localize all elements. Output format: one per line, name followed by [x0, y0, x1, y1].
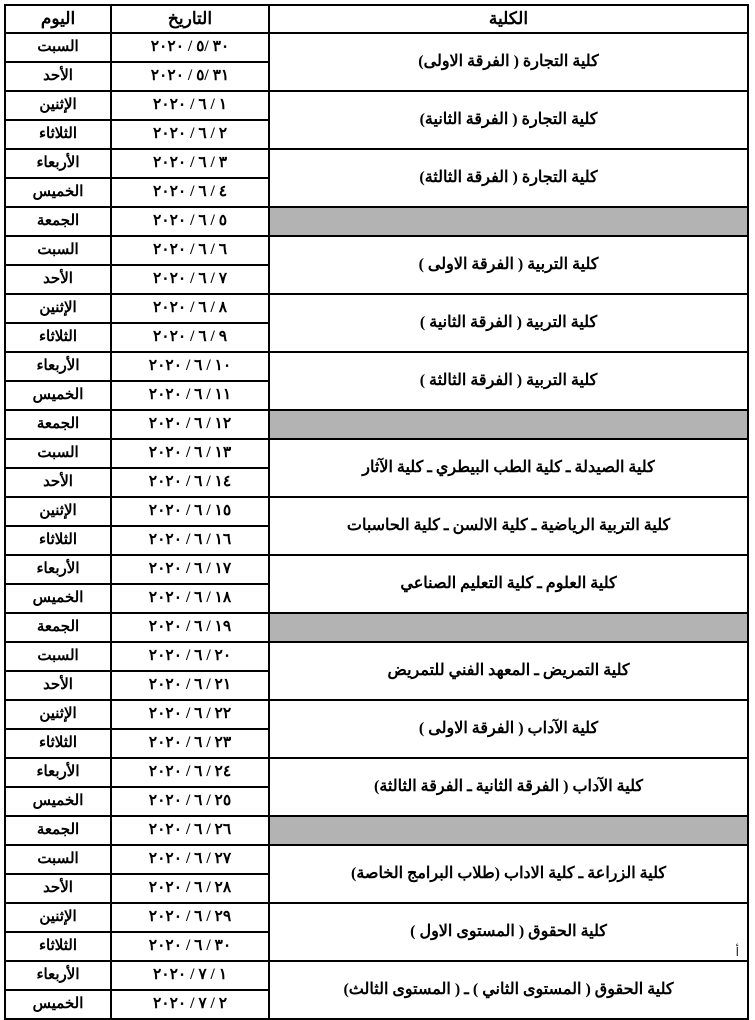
day-cell: الأحد: [5, 62, 111, 91]
date-cell: ٧ / ٦ / ٢٠٢٠: [111, 265, 269, 294]
day-cell: الأربعاء: [5, 352, 111, 381]
faculty-cell: كلية التربية ( الفرقة الثانية ): [269, 294, 748, 352]
date-cell: ٢٩ / ٦ / ٢٠٢٠: [111, 903, 269, 932]
day-cell: الإثنين: [5, 294, 111, 323]
day-cell: الجمعة: [5, 613, 111, 642]
table-row: [5, 207, 748, 236]
day-cell: السبت: [5, 33, 111, 62]
day-cell: الإثنين: [5, 91, 111, 120]
table-row: [5, 410, 748, 439]
faculty-cell: كلية الصيدلة ـ كلية الطب البيطري ـ كلية الآثار: [269, 439, 748, 497]
date-cell: ٢٦ / ٦ / ٢٠٢٠: [111, 816, 269, 845]
day-cell: الثلاثاء: [5, 932, 111, 961]
date-cell: ٣١ /٥ / ٢٠٢٠: [111, 62, 269, 91]
day-cell: الأربعاء: [5, 758, 111, 787]
table-row: [5, 758, 748, 787]
faculty-cell: كلية الآداب ( الفرقة الاولى ): [269, 700, 748, 758]
faculty-cell: كلية التربية ( الفرقة الثالثة ): [269, 352, 748, 410]
day-cell: الثلاثاء: [5, 120, 111, 149]
faculty-cell: كلية الحقوق ( المستوى الاول ): [269, 903, 748, 961]
date-cell: ١ / ٦ / ٢٠٢٠: [111, 91, 269, 120]
day-cell: الأحد: [5, 874, 111, 903]
day-cell: الإثنين: [5, 903, 111, 932]
table-row: [5, 613, 748, 642]
date-cell: ٢١ / ٦ / ٢٠٢٠: [111, 671, 269, 700]
date-cell: ٣٠ / ٦ / ٢٠٢٠: [111, 932, 269, 961]
faculty-cell: كلية التجارة ( الفرقة الاولى): [269, 33, 748, 91]
date-cell: ٨ / ٦ / ٢٠٢٠: [111, 294, 269, 323]
table-body: [5, 33, 748, 1019]
exam-schedule-table: [4, 4, 749, 1020]
header-day: اليوم: [5, 5, 111, 33]
faculty-cell: كلية التجارة ( الفرقة الثانية): [269, 91, 748, 149]
table-row: [5, 845, 748, 874]
faculty-cell: كلية التمريض ـ المعهد الفني للتمريض: [269, 642, 748, 700]
table-row: [5, 642, 748, 671]
day-cell: الأربعاء: [5, 555, 111, 584]
date-cell: ١٢ / ٦ / ٢٠٢٠: [111, 410, 269, 439]
day-cell: الأربعاء: [5, 961, 111, 990]
faculty-cell: كلية الحقوق ( المستوى الثاني ) ـ ( المستوى الثالث): [269, 961, 748, 1019]
day-cell: السبت: [5, 236, 111, 265]
day-cell: الأربعاء: [5, 149, 111, 178]
faculty-cell: كلية التجارة ( الفرقة الثالثة): [269, 149, 748, 207]
table-row: [5, 236, 748, 265]
date-cell: ٢٢ / ٦ / ٢٠٢٠: [111, 700, 269, 729]
table-row: [5, 700, 748, 729]
date-cell: ٢٣ / ٦ / ٢٠٢٠: [111, 729, 269, 758]
date-cell: ٢٥ / ٦ / ٢٠٢٠: [111, 787, 269, 816]
date-cell: ١٩ / ٦ / ٢٠٢٠: [111, 613, 269, 642]
day-cell: الخميس: [5, 584, 111, 613]
date-cell: ١١ / ٦ / ٢٠٢٠: [111, 381, 269, 410]
date-cell: ١٥ / ٦ / ٢٠٢٠: [111, 497, 269, 526]
table-row: [5, 91, 748, 120]
table-row: [5, 903, 748, 932]
date-cell: ٢٠ / ٦ / ٢٠٢٠: [111, 642, 269, 671]
table-row: [5, 497, 748, 526]
day-cell: الأحد: [5, 671, 111, 700]
table-row: [5, 555, 748, 584]
day-cell: السبت: [5, 439, 111, 468]
faculty-cell: كلية الزراعة ـ كلية الاداب (طلاب البرامج الخاصة): [269, 845, 748, 903]
date-cell: ٣ / ٦ / ٢٠٢٠: [111, 149, 269, 178]
date-cell: ٢٧ / ٦ / ٢٠٢٠: [111, 845, 269, 874]
faculty-cell-empty: [269, 207, 748, 236]
faculty-cell: كلية الآداب ( الفرقة الثانية ـ الفرقة الثالثة): [269, 758, 748, 816]
header-faculty: الكلية: [269, 5, 748, 33]
day-cell: الخميس: [5, 178, 111, 207]
day-cell: الجمعة: [5, 207, 111, 236]
day-cell: الأحد: [5, 468, 111, 497]
table-row: [5, 961, 748, 990]
day-cell: الثلاثاء: [5, 526, 111, 555]
faculty-cell-empty: [269, 410, 748, 439]
date-cell: ٢ / ٦ / ٢٠٢٠: [111, 120, 269, 149]
date-cell: ١٣ / ٦ / ٢٠٢٠: [111, 439, 269, 468]
table-header: [5, 5, 748, 33]
table-row: [5, 149, 748, 178]
day-cell: الثلاثاء: [5, 323, 111, 352]
faculty-cell: كلية التربية الرياضية ـ كلية الالسن ـ كلية الحاسبات: [269, 497, 748, 555]
day-cell: الإثنين: [5, 700, 111, 729]
date-cell: ١ / ٧ / ٢٠٢٠: [111, 961, 269, 990]
day-cell: الخميس: [5, 381, 111, 410]
day-cell: الخميس: [5, 787, 111, 816]
table-row: [5, 816, 748, 845]
date-cell: ٢٤ / ٦ / ٢٠٢٠: [111, 758, 269, 787]
faculty-cell-empty: [269, 613, 748, 642]
day-cell: السبت: [5, 642, 111, 671]
date-cell: ٦ / ٦ / ٢٠٢٠: [111, 236, 269, 265]
day-cell: الأحد: [5, 265, 111, 294]
table-row: [5, 294, 748, 323]
date-cell: ١٨ / ٦ / ٢٠٢٠: [111, 584, 269, 613]
table-row: [5, 33, 748, 62]
date-cell: ١٦ / ٦ / ٢٠٢٠: [111, 526, 269, 555]
date-cell: ٥ / ٦ / ٢٠٢٠: [111, 207, 269, 236]
table-row: [5, 352, 748, 381]
date-cell: ٣٠ /٥ / ٢٠٢٠: [111, 33, 269, 62]
day-cell: الجمعة: [5, 410, 111, 439]
footnote-mark: أ: [735, 945, 739, 959]
day-cell: السبت: [5, 845, 111, 874]
date-cell: ٢٨ / ٦ / ٢٠٢٠: [111, 874, 269, 903]
date-cell: ١٧ / ٦ / ٢٠٢٠: [111, 555, 269, 584]
date-cell: ٢ / ٧ / ٢٠٢٠: [111, 990, 269, 1019]
date-cell: ٩ / ٦ / ٢٠٢٠: [111, 323, 269, 352]
table-row: [5, 439, 748, 468]
date-cell: ١٠ / ٦ / ٢٠٢٠: [111, 352, 269, 381]
header-date: التاريخ: [111, 5, 269, 33]
day-cell: الخميس: [5, 990, 111, 1019]
faculty-cell: كلية التربية ( الفرقة الاولى ): [269, 236, 748, 294]
date-cell: ١٤ / ٦ / ٢٠٢٠: [111, 468, 269, 497]
faculty-cell: كلية العلوم ـ كلية التعليم الصناعي: [269, 555, 748, 613]
table-header-row: [5, 5, 748, 33]
faculty-cell-empty: [269, 816, 748, 845]
day-cell: الجمعة: [5, 816, 111, 845]
day-cell: الإثنين: [5, 497, 111, 526]
day-cell: الثلاثاء: [5, 729, 111, 758]
date-cell: ٤ / ٦ / ٢٠٢٠: [111, 178, 269, 207]
